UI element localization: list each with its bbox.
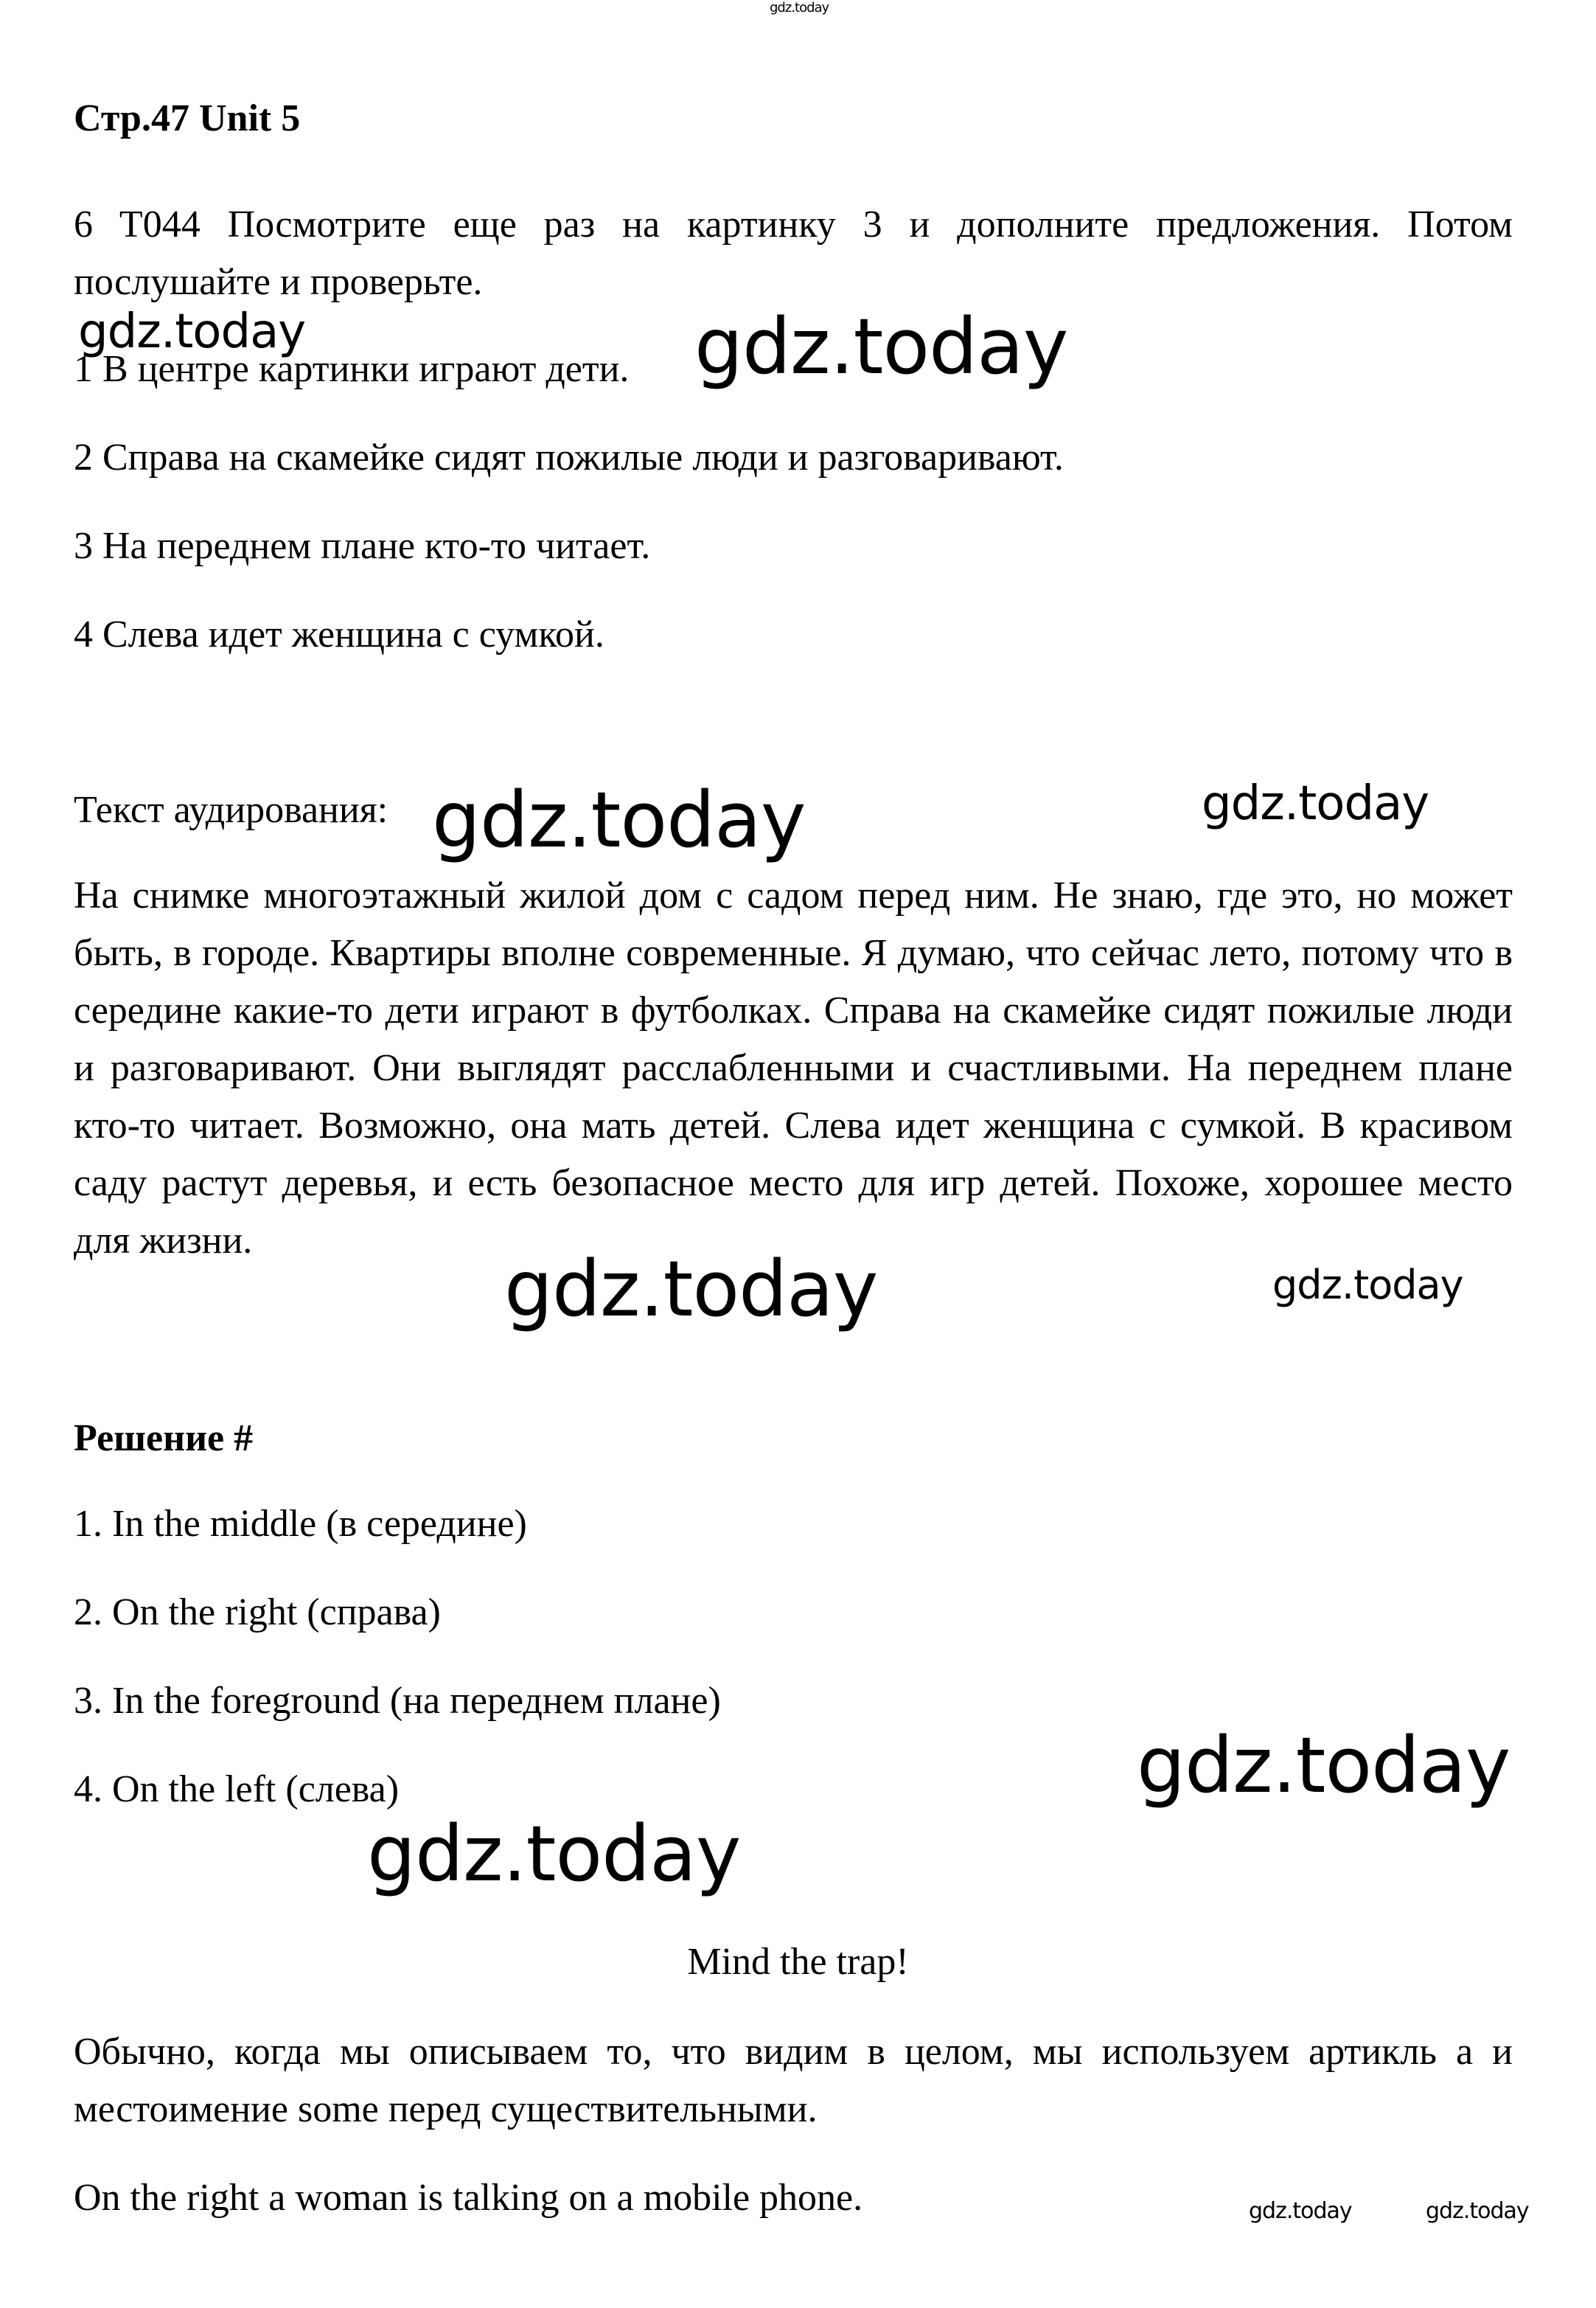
solution-heading: Решение # (74, 1417, 254, 1459)
watermark: gdz.today (1272, 1262, 1463, 1308)
watermark: gdz.today (78, 305, 306, 359)
answer-3: 3. In the foreground (на переднем плане) (74, 1680, 721, 1722)
watermark: gdz.today (694, 302, 1068, 392)
answer-1: 1. In the middle (в середине) (74, 1503, 527, 1545)
watermark: gdz.today (1426, 2198, 1529, 2224)
watermark: gdz.today (1137, 1720, 1510, 1810)
watermark: gdz.today (504, 1244, 878, 1334)
page-title: Стр.47 Unit 5 (74, 97, 301, 139)
listening-label: Текст аудирования: (74, 789, 388, 831)
exercise-item-4: 4 Слева идет женщина с сумкой. (74, 614, 604, 656)
tip-example: On the right a woman is talking on a mobile phone. (74, 2177, 863, 2219)
tip-text: Обычно, когда мы описываем то, что видим в целом, мы используем артикль a и местоимение some перед существительными. (74, 2031, 1513, 2130)
watermark: gdz.today (432, 775, 806, 865)
answer-2: 2. On the right (справа) (74, 1591, 441, 1633)
tip-title: Mind the trap! (687, 1941, 909, 1983)
watermark: gdz.today (367, 1809, 741, 1899)
watermark: gdz.today (1249, 2198, 1352, 2224)
exercise-instruction: 6 T044 Посмотрите еще раз на картинку 3 и дополните предложения. Потом послушайте и проверьте. (74, 204, 1513, 303)
watermark: gdz.today (1202, 776, 1429, 831)
listening-text: На снимке многоэтажный жилой дом с садом перед ним. Не знаю, где это, но может быть, в городе. Квартиры вполне современные. Я думаю, что сейчас лето, потому что в середине какие-то дети играют в футболках. Справа на скамейке сидят пожилые люди и разговаривают. Они выглядят расслабленными и счастливыми. На переднем плане кто-то читает. Возможно, она мать детей. Слева идет женщина с сумкой. В красивом саду растут деревья, и есть безопасное место для игр детей. Похоже, хорошее место для жизни. (74, 875, 1513, 1262)
watermark-top: gdz.today (770, 0, 829, 15)
exercise-item-2: 2 Справа на скамейке сидят пожилые люди и разговаривают. (74, 437, 1064, 479)
answer-4: 4. On the left (слева) (74, 1768, 400, 1810)
exercise-item-3: 3 На переднем плане кто-то читает. (74, 525, 651, 567)
exercise-item-1: 1 В центре картинки играют дети. (74, 348, 630, 390)
